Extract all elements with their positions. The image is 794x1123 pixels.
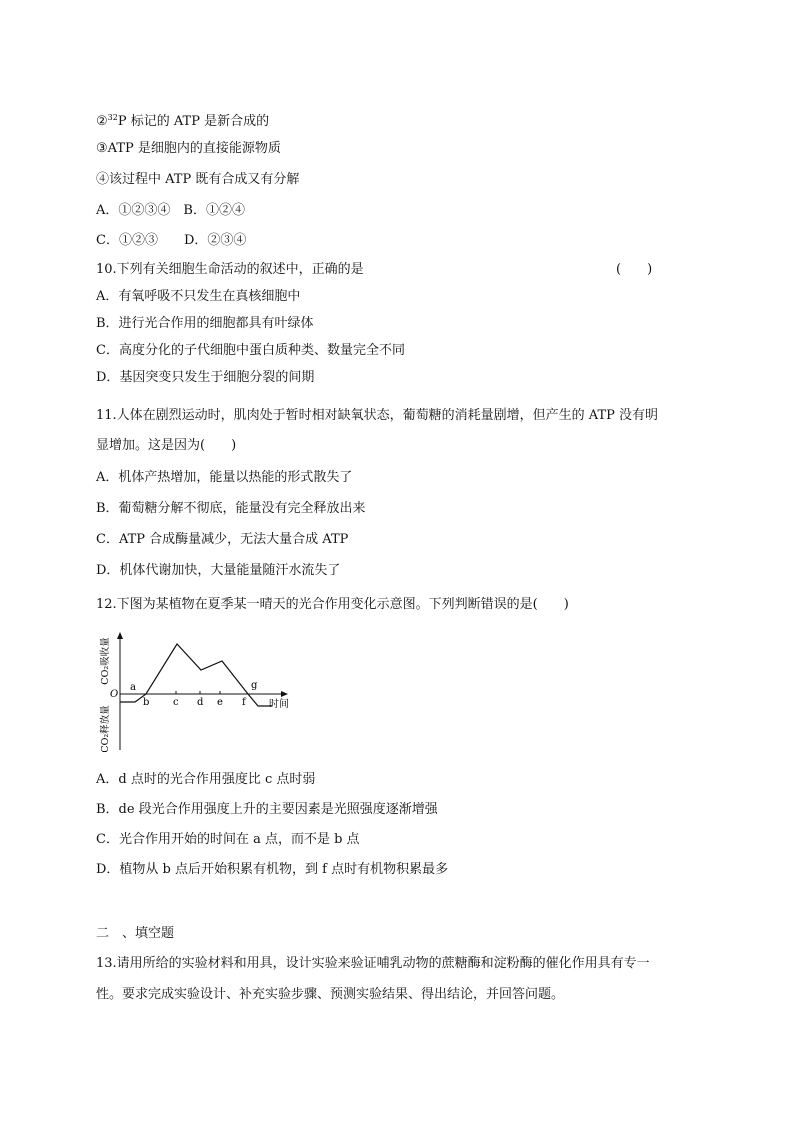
point-d-label: d [197,697,204,708]
point-g-label: g [251,680,258,691]
q10-option-d: D．基因突变只发生于细胞分裂的间期 [96,370,315,385]
q13-stem-line1: 13.请用所给的实验材料和用具，设计实验来验证哺乳动物的蔗糖酶和淀粉酶的催化作用具有专一 [96,956,650,971]
q13-stem-line2: 性。要求完成实验设计、补充实验步骤、预测实验结果、得出结论，并回答问题。 [96,987,565,1002]
q10-option-b: B．进行光合作用的细胞都具有叶绿体 [96,316,314,331]
q10-answer-paren: ( ) [616,262,653,277]
q11-option-c: C．ATP 合成酶量减少，无法大量合成 ATP [96,532,349,547]
q12-option-d: D．植物从 b 点后开始积累有机物，到 f 点时有机物积累最多 [96,862,449,877]
origin-label: O [110,689,119,700]
y-label-absorb: CO₂吸收量 [100,637,111,685]
point-c-label: c [173,697,179,708]
q11-stem-line2: 显增加。这是因为( ) [96,438,237,453]
point-f-label: f [242,697,246,708]
q9-options-ab: A．①②③④ B．①②④ [96,203,245,218]
q11-option-b: B．葡萄糖分解不彻底，能量没有完全释放出来 [96,501,366,516]
q10-option-c: C．高度分化的子代细胞中蛋白质种类、数量完全不同 [96,343,405,358]
point-b-label: b [143,697,150,708]
q9-statement-3: ③ATP 是细胞内的直接能源物质 [96,141,281,156]
section-heading-fill-in: 二 、填空题 [96,926,175,941]
q9-options-cd: C．①②③ D．②③④ [96,233,247,248]
x-axis-arrow [281,691,288,697]
point-e-label: e [217,697,223,708]
y-label-release: CO₂释放量 [100,705,111,752]
y-axis-arrow [117,632,123,639]
point-a-label: a [130,682,136,693]
q9-statement-4: ④该过程中 ATP 既有合成又有分解 [96,172,300,187]
x-label-time: 时间 [269,699,289,710]
q11-option-d: D．机体代谢加快，大量能量随汗水流失了 [96,563,341,578]
q9-statement-2: ②$^{32}$P 标记的 ATP 是新合成的 [96,113,270,129]
q12-stem: 12.下图为某植物在夏季某一晴天的光合作用变化示意图。下列判断错误的是( ) [96,597,569,612]
q11-stem-line1: 11.人体在剧烈运动时，肌肉处于暂时相对缺氧状态，葡萄糖的消耗量剧增，但产生的 ATP 没有明 [96,408,659,423]
q10-stem: 10.下列有关细胞生命活动的叙述中，正确的是 [96,262,364,277]
photosynthesis-diagram [96,632,306,752]
q12-option-b: B．de 段光合作用强度上升的主要因素是光照强度逐渐增强 [96,802,438,817]
q12-option-a: A．d 点时的光合作用强度比 c 点时弱 [96,772,316,787]
q10-option-a: A．有氧呼吸不只发生在真核细胞中 [96,289,301,304]
q12-option-c: C．光合作用开始的时间在 a 点，而不是 b 点 [96,832,360,847]
q11-option-a: A．机体产热增加，能量以热能的形式散失了 [96,470,353,485]
photosynthesis-figure [96,632,306,756]
